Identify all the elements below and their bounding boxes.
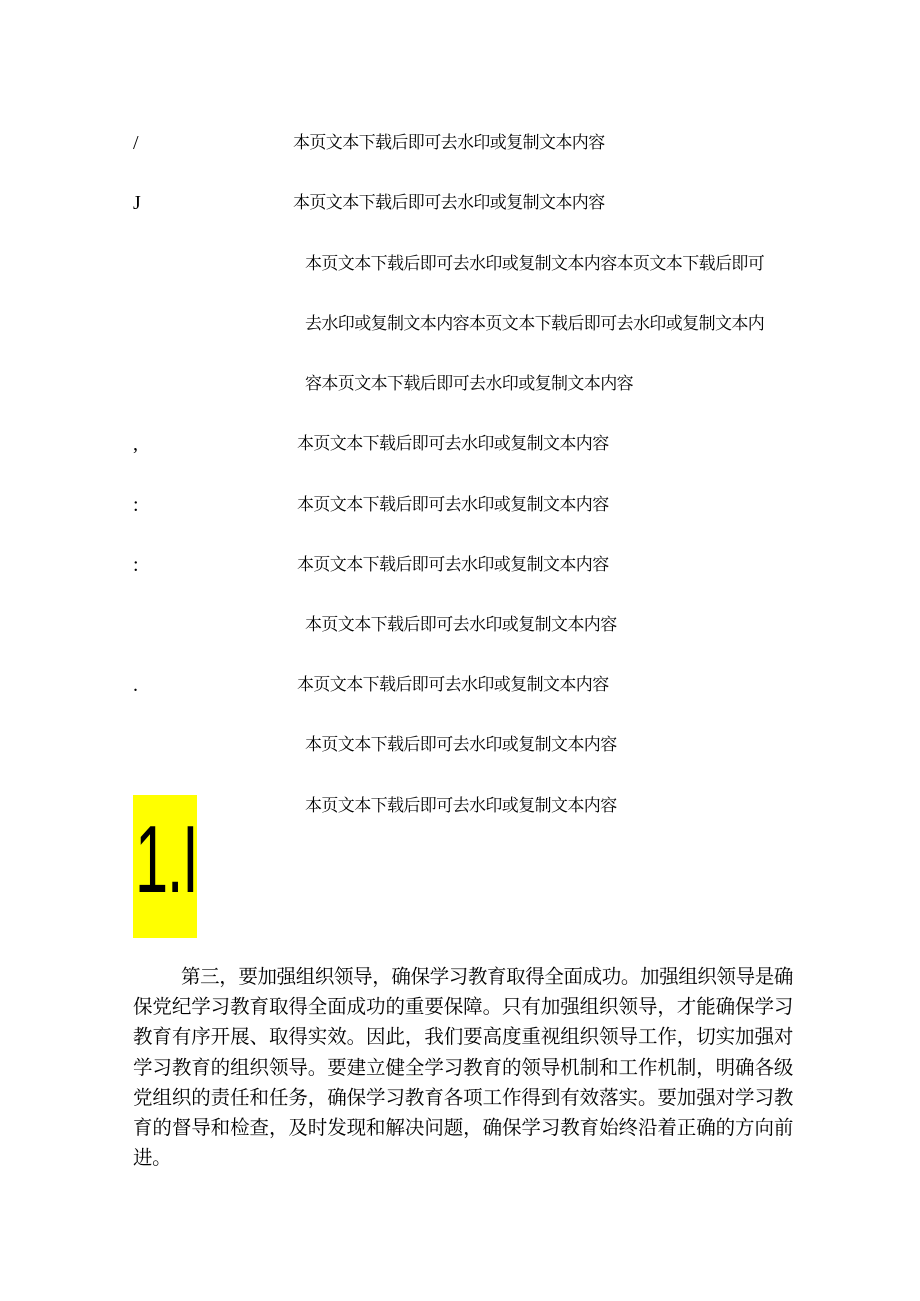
watermark-line: 本页文本下载后即可去水印或复制文本内容本页文本下载后即可: [305, 254, 765, 274]
section-number: 1.I: [135, 806, 198, 913]
watermark-line: 容本页文本下载后即可去水印或复制文本内容: [305, 374, 633, 394]
list-marker: :: [133, 554, 139, 576]
list-marker: /: [133, 132, 139, 154]
watermark-line: 本页文本下载后即可去水印或复制文本内容: [297, 675, 609, 695]
list-marker: ,: [133, 433, 138, 455]
list-marker: J: [133, 192, 141, 214]
watermark-line: 本页文本下载后即可去水印或复制文本内容: [297, 555, 609, 575]
watermark-line: 本页文本下载后即可去水印或复制文本内容: [305, 615, 617, 635]
watermark-line: 本页文本下载后即可去水印或复制文本内容: [305, 735, 617, 755]
watermark-line: 本页文本下载后即可去水印或复制文本内容: [305, 796, 617, 816]
list-marker: :: [133, 494, 139, 516]
watermark-line: 本页文本下载后即可去水印或复制文本内容: [293, 133, 605, 153]
watermark-line: 本页文本下载后即可去水印或复制文本内容: [293, 193, 605, 213]
watermark-line: 去水印或复制文本内容本页文本下载后即可去水印或复制文本内: [305, 314, 765, 334]
watermark-line: 本页文本下载后即可去水印或复制文本内容: [297, 434, 609, 454]
list-marker: .: [133, 674, 138, 696]
body-paragraph: 第三，要加强组织领导，确保学习教育取得全面成功。加强组织领导是确保党纪学习教育取得全面成功的重要保障。只有加强组织领导，才能确保学习教育有序开展、取得实效。因此，我们要高度重视组织领导工作，切实加强对学习教育的组织领导。要建立健全学习教育的领导机制和工作机制，明确各级党组织的责任和任务，确保学习教育各项工作得到有效落实。要加强对学习教育的督导和检查，及时发现和解决问题，确保学习教育始终沿着正确的方向前进。: [133, 965, 793, 1170]
watermark-line: 本页文本下载后即可去水印或复制文本内容: [297, 495, 609, 515]
